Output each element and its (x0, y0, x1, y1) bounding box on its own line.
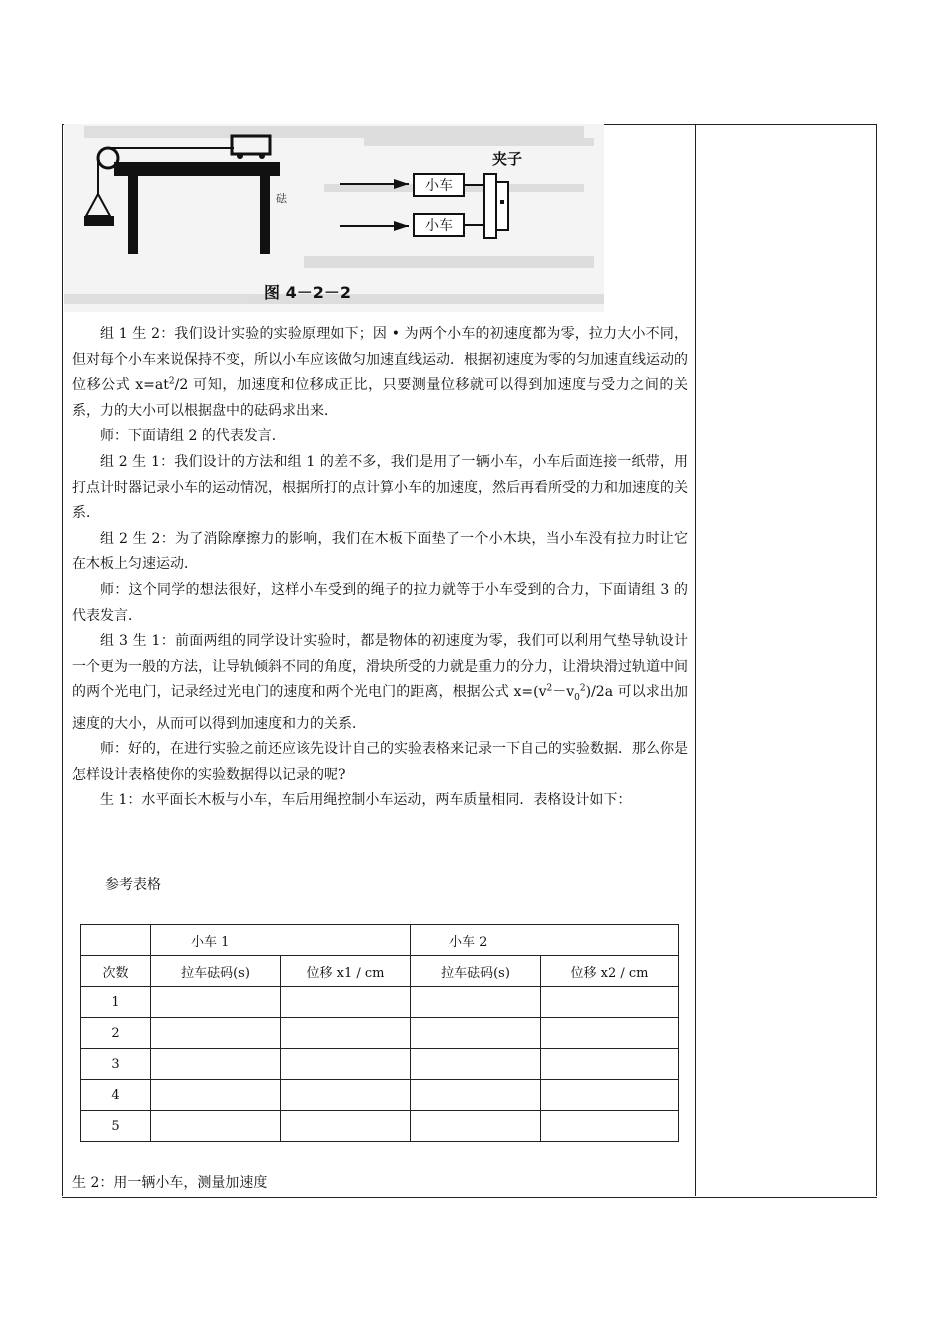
dialogue-text (72, 322, 688, 814)
figure-caption: 图 4－2－2 (264, 283, 351, 302)
table-icon (114, 162, 280, 176)
paragraph-2: 师：下面请组 2 的代表发言． (100, 428, 286, 445)
table-row: 1 (81, 987, 679, 1018)
table-group-row (81, 925, 679, 956)
header-weight-1: 拉车砝码(s) (151, 956, 281, 987)
frame-right-border (876, 124, 877, 1196)
weight-label: 砝 (276, 192, 287, 205)
reference-table-title: 参考表格 (105, 877, 161, 893)
paragraph-8: 生 1：水平面长木板与小车，车后用绳控制小车运动，两车质量相同．表格设计如下： (100, 792, 632, 809)
table-row: 4 (81, 1080, 679, 1111)
cart-label-2: 小车 (425, 218, 453, 234)
frame-column-divider (695, 124, 696, 1196)
paragraph-7: 师：好的，在进行实验之前还应该先设计自己的实验表格来记录一下自己的实验数据．那么你是怎样设计表格使你的实验数据得以记录的呢? (72, 741, 688, 783)
header-displacement-2: 位移 x2 / cm (541, 956, 679, 987)
paragraph-1: 组 1 生 2：我们设计实验的实验原理如下；因 • 为两个小车的初速度都为零，拉力大小不同，但对每个小车来说保持不变，所以小车应该做匀加速直线运动．根据初速度为零的匀加速直线运动的位移公式 $x=at^2/2$ 可知，加速度和位移成正比，只要测量位移就可以得到加速度与受力之间的关系，力的大小可以根据盘中的砝码求出来． (72, 326, 688, 419)
header-count: 次数 (81, 956, 151, 987)
clip-label: 夹子 (492, 150, 523, 168)
paragraph-6: 组 3 生 1：前面两组的同学设计实验时，都是物体的初速度为零，我们可以利用气垫导轨设计一个更为一般的方法，让导轨倾斜不同的角度，滑块所受的力就是重力的分力，让滑块滑过轨道中间的两个光电门，记录经过光电门的速度和两个光电门的距离，根据公式 $x=(v^2-v_0^2)/2a$ 可以求出加速度的大小，从而可以得到加速度和力的关系． (72, 633, 688, 732)
paragraph-5: 师：这个同学的想法很好，这样小车受到的绳子的拉力就等于小车受到的合力，下面请组 3 的代表发言． (72, 581, 688, 624)
group-1-header: 小车 1 (151, 925, 411, 956)
header-displacement-1: 位移 x1 / cm (281, 956, 411, 987)
paragraph-4: 组 2 生 2：为了消除摩擦力的影响，我们在木板下面垫了一个小木块，当小车没有拉力时让它在木板上匀速运动． (72, 530, 688, 573)
table-row: 2 (81, 1018, 679, 1049)
cart-label-1: 小车 (425, 178, 453, 194)
table-row: 5 (81, 1111, 679, 1142)
paragraph-3: 组 2 生 1：我们设计的方法和组 1 的差不多，我们是用了一辆小车，小车后面连接一纸带，用打点计时器记录小车的运动情况，根据所打的点计算小车的加速度，然后再看所受的力和加速度的关系． (72, 453, 688, 522)
table-row: 3 (81, 1049, 679, 1080)
reference-table (80, 924, 679, 1142)
clip-icon (484, 174, 496, 238)
table-header-row (81, 956, 679, 987)
footer-line: 生 2：用一辆小车，测量加速度 (72, 1175, 268, 1191)
experiment-figure (64, 124, 604, 312)
frame-left-border (62, 124, 63, 1196)
header-weight-2: 拉车砝码(s) (411, 956, 541, 987)
group-2-header: 小车 2 (411, 925, 679, 956)
